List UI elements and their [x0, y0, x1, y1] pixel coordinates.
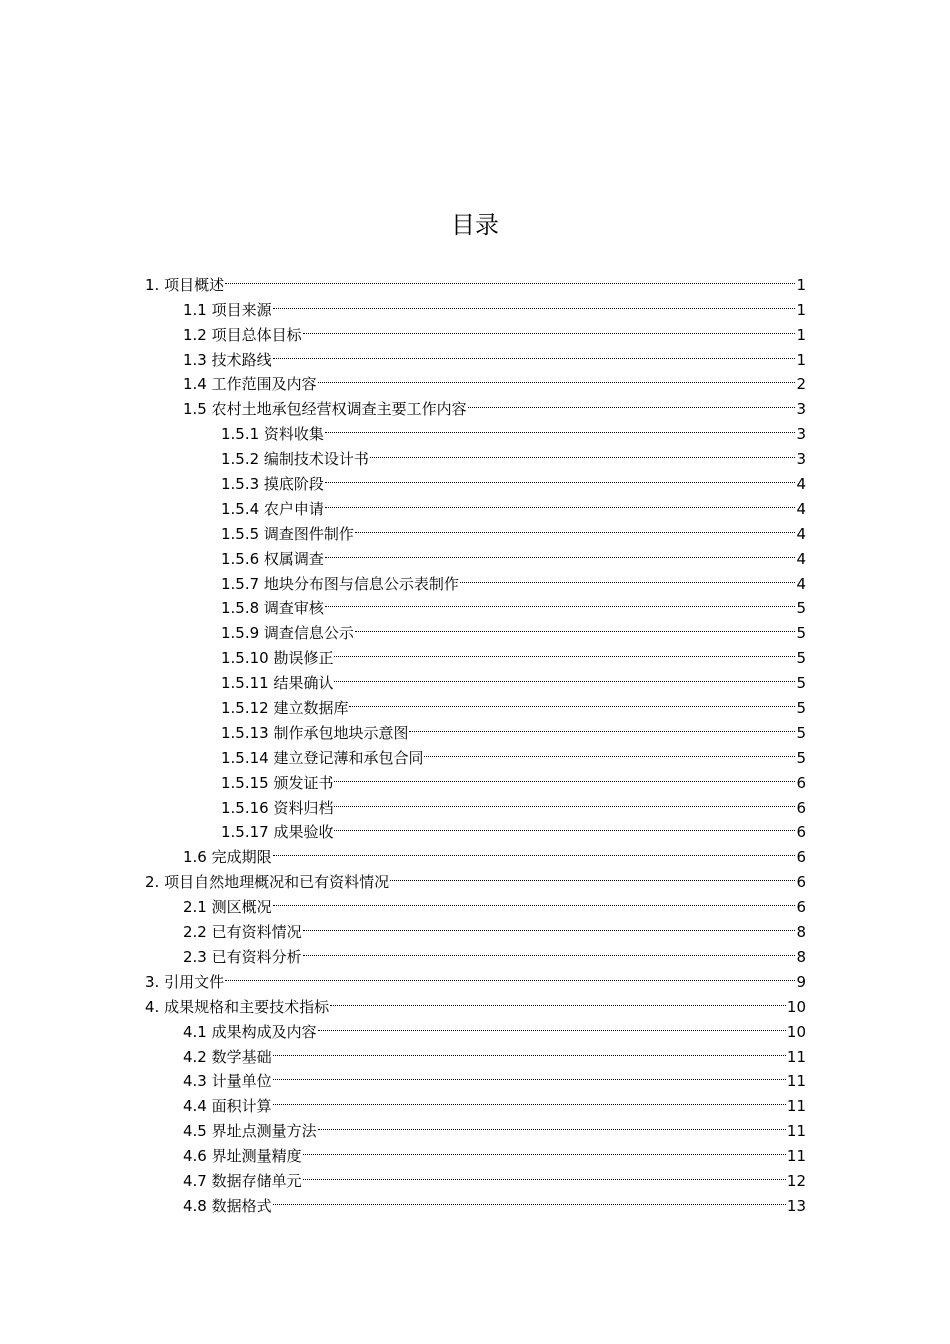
toc-page-number: 11: [786, 1122, 806, 1141]
toc-entry-title: 3. 引用文件: [145, 972, 225, 991]
dot-leader: [273, 1086, 786, 1111]
dot-leader: [318, 365, 796, 390]
toc-entry-title: 1.6 完成期限: [183, 848, 272, 867]
toc-page-number: 4: [796, 549, 806, 568]
toc-page-number: 11: [786, 1047, 806, 1066]
toc-entry[interactable]: [0, 912, 950, 942]
toc-entry[interactable]: [0, 1161, 950, 1190]
toc-entry-title: 4.1 成果构成及内容: [183, 1022, 317, 1041]
dot-leader: [225, 962, 795, 987]
toc-entry[interactable]: [0, 738, 950, 767]
toc-entry-title: 1. 项目概述: [145, 275, 225, 294]
toc-entry-title: 4.4 面积计算: [183, 1097, 272, 1116]
toc-page-number: 5: [796, 599, 806, 618]
toc-entry[interactable]: [0, 987, 950, 1016]
dot-leader: [355, 613, 796, 638]
toc-page-number: 6: [796, 898, 806, 917]
toc-page-number: 6: [796, 848, 806, 867]
toc-entry-title: 1.5.5 调查图件制作: [221, 524, 354, 543]
toc-entry[interactable]: [0, 1012, 950, 1041]
toc-entry[interactable]: [0, 937, 950, 966]
toc-entry-title: 4.3 计量单位: [183, 1072, 272, 1091]
toc-page-number: 5: [796, 624, 806, 643]
toc-entry[interactable]: [0, 613, 950, 643]
dot-leader: [303, 1161, 786, 1186]
dot-leader: [370, 439, 796, 464]
toc-entry[interactable]: [0, 589, 950, 618]
toc-entry[interactable]: [0, 1037, 950, 1066]
toc-page-number: 3: [796, 400, 806, 419]
toc-page-number: 6: [796, 798, 806, 817]
toc-entry-title: 1.5.2 编制技术设计书: [221, 450, 369, 469]
toc-entry[interactable]: [0, 389, 950, 419]
toc-page-number: 1: [796, 300, 806, 319]
toc-page-number: 10: [786, 1022, 806, 1041]
toc-entry[interactable]: [0, 763, 950, 792]
dot-leader: [355, 514, 796, 539]
toc-entry[interactable]: [0, 1136, 950, 1166]
dot-leader: [303, 1136, 786, 1161]
toc-page-number: 4: [796, 475, 806, 494]
toc-page-number: 10: [786, 997, 806, 1016]
toc-entry-title: 2.1 测区概况: [183, 898, 272, 917]
dot-leader: [334, 763, 795, 788]
toc-entry[interactable]: [0, 564, 950, 593]
dot-leader: [334, 788, 795, 813]
toc-entry[interactable]: [0, 340, 950, 369]
toc-entry[interactable]: [0, 813, 950, 842]
dot-leader: [273, 887, 796, 912]
toc-page-number: 1: [796, 350, 806, 369]
toc-entry[interactable]: [0, 539, 950, 568]
toc-page-number: 1: [796, 325, 806, 344]
toc-entry[interactable]: [0, 514, 950, 543]
toc-page-number: 4: [796, 524, 806, 543]
toc-page-number: 5: [796, 748, 806, 767]
toc-entry-title: 1.4 工作范围及内容: [183, 375, 317, 394]
dot-leader: [325, 539, 796, 564]
toc-page-number: 11: [786, 1147, 806, 1166]
dot-leader: [273, 837, 796, 862]
dot-leader: [325, 489, 796, 514]
toc-page-number: 1: [796, 275, 806, 294]
toc-page-number: 2: [796, 375, 806, 394]
toc-entry-title: 2.2 已有资料情况: [183, 923, 302, 942]
toc-entry[interactable]: [0, 962, 950, 991]
page-title: 目录: [451, 211, 499, 239]
toc-entry-title: 4.5 界址点测量方法: [183, 1122, 317, 1141]
toc-entry-title: 1.3 技术路线: [183, 350, 272, 369]
dot-leader: [225, 265, 795, 290]
toc-entry[interactable]: [0, 1111, 950, 1141]
toc-entry-title: 1.5 农村土地承包经营权调查主要工作内容: [183, 400, 467, 419]
dot-leader: [303, 937, 796, 962]
toc-entry-title: 4.8 数据格式: [183, 1196, 272, 1215]
toc-page-number: 6: [796, 823, 806, 842]
toc-entry[interactable]: [0, 290, 950, 319]
toc-entry-title: 1.5.15 颁发证书: [221, 773, 334, 792]
toc-entry[interactable]: [0, 663, 950, 693]
toc-entry[interactable]: [0, 489, 950, 518]
toc-page-number: 11: [786, 1097, 806, 1116]
toc-page-number: 4: [796, 574, 806, 593]
dot-leader: [273, 1186, 786, 1211]
table-of-contents: [0, 265, 950, 1215]
toc-entry-title: 1.5.13 制作承包地块示意图: [221, 723, 409, 742]
dot-leader: [318, 1111, 786, 1136]
dot-leader: [273, 1037, 786, 1062]
toc-entry-title: 1.5.14 建立登记薄和承包合同: [221, 748, 424, 767]
toc-page-number: 8: [796, 947, 806, 966]
toc-entry-title: 1.5.8 调查审核: [221, 599, 324, 618]
toc-entry[interactable]: [0, 439, 950, 469]
dot-leader: [334, 638, 795, 663]
toc-entry[interactable]: [0, 837, 950, 867]
dot-leader: [424, 738, 795, 763]
toc-entry-title: 1.5.1 资料收集: [221, 425, 324, 444]
toc-page-number: 12: [786, 1171, 806, 1190]
toc-page-number: 6: [796, 873, 806, 892]
dot-leader: [303, 315, 796, 340]
toc-entry[interactable]: [0, 788, 950, 817]
dot-leader: [334, 663, 795, 688]
toc-entry[interactable]: [0, 464, 950, 494]
dot-leader: [334, 813, 795, 838]
dot-leader: [460, 564, 796, 589]
toc-page-number: 6: [796, 773, 806, 792]
dot-leader: [390, 862, 795, 887]
dot-leader: [325, 414, 796, 439]
dot-leader: [330, 987, 786, 1012]
toc-entry-title: 1.5.10 勘误修正: [221, 649, 334, 668]
dot-leader: [273, 290, 796, 315]
toc-page-number: 11: [786, 1072, 806, 1091]
toc-entry-title: 4.2 数学基础: [183, 1047, 272, 1066]
toc-page-number: 3: [796, 425, 806, 444]
dot-leader: [349, 688, 795, 713]
dot-leader: [468, 389, 796, 414]
toc-entry[interactable]: [0, 638, 950, 668]
dot-leader: [325, 589, 796, 614]
toc-entry[interactable]: [0, 887, 950, 917]
toc-entry-title: 1.5.3 摸底阶段: [221, 475, 324, 494]
dot-leader: [273, 340, 796, 365]
toc-entry-title: 1.5.6 权属调查: [221, 549, 324, 568]
dot-leader: [273, 1062, 786, 1087]
dot-leader: [409, 713, 795, 738]
toc-entry[interactable]: [0, 1186, 950, 1215]
dot-leader: [303, 912, 796, 937]
dot-leader: [325, 464, 796, 489]
toc-entry[interactable]: [0, 1086, 950, 1116]
toc-entry[interactable]: [0, 713, 950, 742]
toc-entry-title: 1.1 项目来源: [183, 300, 272, 319]
toc-page-number: 3: [796, 450, 806, 469]
toc-entry[interactable]: [0, 862, 950, 892]
toc-entry[interactable]: [0, 365, 950, 394]
toc-entry-title: 2.3 已有资料分析: [183, 947, 302, 966]
toc-entry-title: 4.7 数据存储单元: [183, 1171, 302, 1190]
toc-entry[interactable]: [0, 315, 950, 344]
toc-entry-title: 1.5.17 成果验收: [221, 823, 334, 842]
toc-entry[interactable]: [0, 265, 950, 294]
toc-page-number: 5: [796, 649, 806, 668]
toc-entry-title: 2. 项目自然地理概况和已有资料情况: [145, 873, 390, 892]
toc-page-number: 5: [796, 723, 806, 742]
toc-page-number: 4: [796, 499, 806, 518]
toc-entry[interactable]: [0, 414, 950, 444]
toc-entry-title: 1.2 项目总体目标: [183, 325, 302, 344]
toc-page-number: 13: [786, 1196, 806, 1215]
toc-page-number: 8: [796, 923, 806, 942]
toc-entry[interactable]: [0, 688, 950, 718]
toc-page-number: 5: [796, 674, 806, 693]
toc-entry-title: 1.5.16 资料归档: [221, 798, 334, 817]
toc-entry-title: 1.5.7 地块分布图与信息公示表制作: [221, 574, 459, 593]
toc-entry-title: 1.5.12 建立数据库: [221, 699, 349, 718]
toc-entry-title: 4. 成果规格和主要技术指标: [145, 997, 330, 1016]
toc-entry-title: 1.5.11 结果确认: [221, 674, 334, 693]
toc-entry-title: 4.6 界址测量精度: [183, 1147, 302, 1166]
toc-entry-title: 1.5.9 调查信息公示: [221, 624, 354, 643]
toc-page-number: 9: [796, 972, 806, 991]
toc-page-number: 5: [796, 699, 806, 718]
dot-leader: [318, 1012, 786, 1037]
toc-entry-title: 1.5.4 农户申请: [221, 499, 324, 518]
toc-entry[interactable]: [0, 1062, 950, 1091]
